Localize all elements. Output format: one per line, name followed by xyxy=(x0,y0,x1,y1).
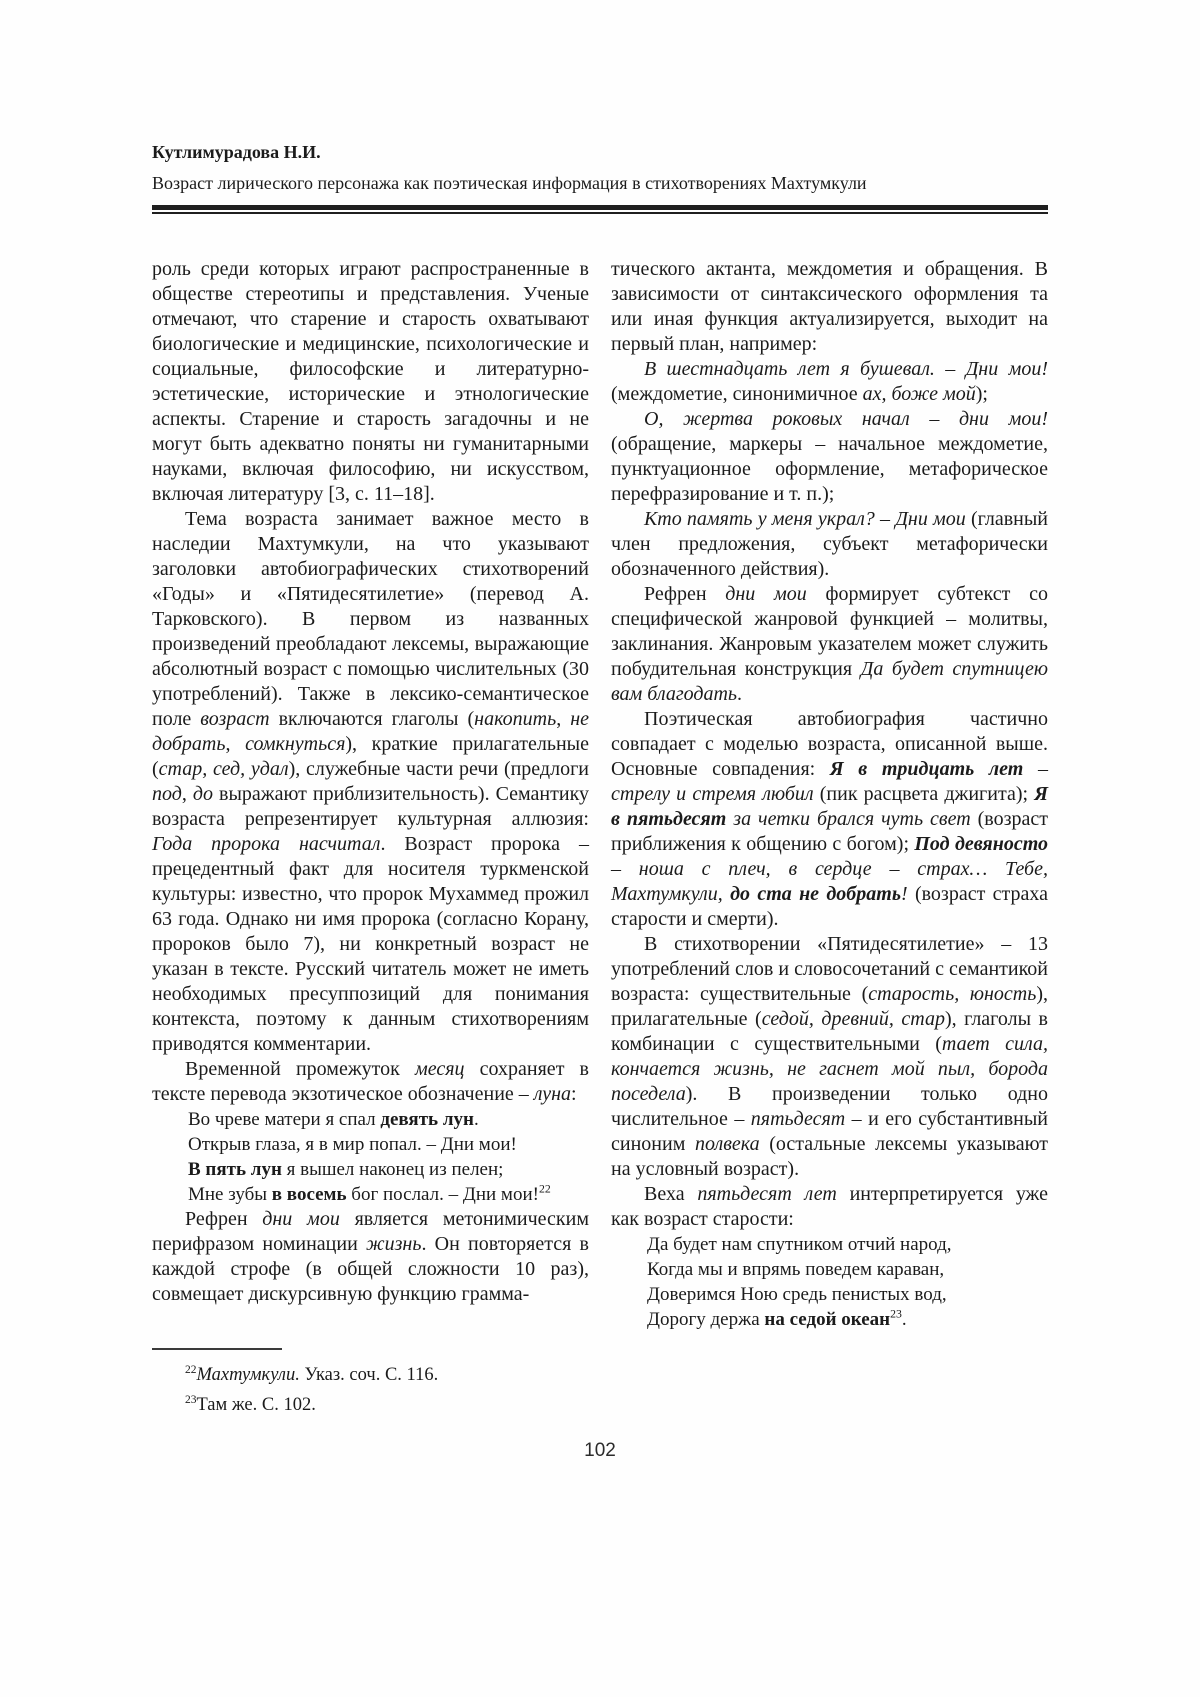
paragraph-memory xyxy=(611,507,1048,582)
text-segment: выражают приблизительность). Семантику возраста репрезентирует культурная аллюзия: xyxy=(152,783,590,830)
paragraph-refrain-metonymic xyxy=(152,1207,589,1307)
article-title: Возраст лирического персонажа как поэтическая информация в стихотворениях Махтумкули xyxy=(152,172,867,193)
text-segment: сомкнуться xyxy=(245,733,346,755)
text-segment: – и его субстантивный синоним xyxy=(611,1108,1049,1155)
paragraph-autobiography xyxy=(611,707,1048,932)
text-segment: бог послал. – Дни мои! xyxy=(346,1184,539,1205)
text-segment: Да будет нам спутником отчий народ, xyxy=(647,1234,952,1255)
verse-line xyxy=(647,1307,1048,1332)
text-segment: (обращение, маркеры – начальное междометие, пунктуационное оформление, метафорическое перефразирование и т. п.); xyxy=(611,433,1048,505)
text-segment: Во чреве матери я спал xyxy=(188,1109,381,1130)
text-segment: . xyxy=(737,683,743,705)
text-segment: тического актанта, междометия и обращения. В зависимости от синтаксического оформления та или иная функция актуализируется, выходит на первый план, например: xyxy=(611,258,1048,355)
text-segment: Я в пятьдесят xyxy=(611,783,1048,830)
text-segment: сохраняет в тексте перевода экзотическое обозначение – xyxy=(152,1058,589,1105)
text-segment: О, жертва роковых начал – дни мои! xyxy=(644,408,1048,430)
text-segment: пятьдесят xyxy=(750,1108,846,1130)
text-segment: Там же. С. 102. xyxy=(196,1395,316,1415)
text-segment: в восемь xyxy=(271,1184,347,1205)
text-segment: (междометие, синонимичное xyxy=(611,383,863,405)
text-segment: тает сила, кончается жизнь, не гаснет мой пыл, борода поседела xyxy=(611,1033,1048,1105)
text-segment: ); xyxy=(975,383,988,405)
text-segment: . Возраст пророка – прецедентный факт для носителя туркменской культуры: известно, что пророк Мухаммед прожил 63 года. Однако ни имя пророка (согласно Корану, пророков было 7), ни конкретный возраст не указан в тексте. Русский читатель может не иметь необходимых пресуппозиций для понимания контекста, поэтому к данным стихотворениям приводятся комментарии. xyxy=(152,833,589,1055)
text-segment: за четки брался чуть свет xyxy=(726,808,971,830)
text-segment: Дорогу держа xyxy=(647,1309,765,1330)
text-segment: (остальные лексемы указывают на условный возраст). xyxy=(611,1133,1048,1180)
text-segment: ). В произведении только одно числительное – xyxy=(611,1083,1048,1130)
text-segment: . xyxy=(901,1309,907,1330)
text-segment: Тема возраста занимает важное место в наследии Махтумкули, на что указывают заголовки автобиографических стихотворений «Годы» и «Пятидесятилетие» (перевод А. Тарковского). В первом из названных произведений преобладают лексемы, выражающие абсолютный возраст с помощью числительных (30 употреблений). Также в лексико-семантическое поле xyxy=(152,508,589,730)
text-segment: полвека xyxy=(694,1133,760,1155)
text-segment: , xyxy=(556,708,571,730)
text-segment: до xyxy=(192,783,213,805)
author-name: Кутлимурадова Н.И. xyxy=(152,142,321,162)
text-segment: возраст xyxy=(200,708,270,730)
paragraph-age-theme xyxy=(152,507,589,1057)
paragraph-victim xyxy=(611,407,1048,507)
text-segment: Указ. соч. С. 116. xyxy=(299,1365,439,1385)
verse-caravan xyxy=(647,1232,1048,1332)
text-segment: В пять лун xyxy=(188,1159,282,1180)
footnote-marker: 23 xyxy=(890,1307,902,1321)
text-segment: стар, сед, удал xyxy=(158,758,289,780)
text-segment: , xyxy=(181,783,193,805)
text-segment: (возраст страха старости и смерти). xyxy=(611,883,1048,930)
text-segment: седой, древний, стар xyxy=(761,1008,945,1030)
text-segment: Кто память у меня украл? – Дни мои xyxy=(644,508,966,530)
text-segment: интерпретируется уже как возраст старости: xyxy=(611,1183,1048,1230)
text-segment: Поэтическая автобиография частично совпадает с моделью возраста, описанной выше. Основные совпадения: xyxy=(611,708,1048,780)
text-segment: Когда мы и впрямь поведем караван, xyxy=(647,1259,945,1280)
verse-line xyxy=(647,1257,1048,1282)
text-segment: жизнь xyxy=(366,1233,422,1255)
paragraph-actant xyxy=(611,257,1048,357)
text-segment: я вышел наконец из пелен; xyxy=(281,1159,504,1180)
text-segment: Рефрен xyxy=(185,1208,263,1230)
page-number: 102 xyxy=(584,1440,616,1461)
paragraph-fiftieth xyxy=(611,932,1048,1182)
footnote-marker: 22 xyxy=(538,1182,551,1196)
text-segment: не добрать xyxy=(152,708,590,755)
text-segment: (возраст приближения к общению с богом); xyxy=(611,808,1048,855)
text-segment: . xyxy=(473,1109,479,1130)
paragraph-milestone xyxy=(611,1182,1048,1232)
text-segment: , xyxy=(225,733,246,755)
text-segment: – ноша с плеч, в сердце – страх… Тебе, Махтумкули, xyxy=(611,858,1048,905)
right-column xyxy=(611,257,1048,1332)
footnote-separator xyxy=(152,1348,282,1350)
verse-line xyxy=(188,1157,589,1182)
text-segment: Да будет спутницею вам благодать xyxy=(611,658,1048,705)
text-segment: . Он повторяется в каждой строфе (в общей сложности 10 раз), совмещает дискурсивную функцию грамма- xyxy=(152,1233,589,1305)
verse-line xyxy=(188,1132,589,1157)
text-segment: Под девяносто xyxy=(914,833,1048,855)
footnotes xyxy=(152,1348,589,1420)
text-segment: до ста не добрать xyxy=(730,883,901,905)
text-segment: ! xyxy=(900,883,908,905)
verse-line xyxy=(188,1182,589,1207)
text-segment: формирует субтекст со специфической жанровой функцией – молитвы, заклинания. Жанровым указателем может служить побудительная конструкция xyxy=(611,583,1048,680)
paragraph-refrain-subtext xyxy=(611,582,1048,707)
verse-line xyxy=(647,1282,1048,1307)
text-segment: В стихотворении «Пятидесятилетие» – 13 употреблений слов и словосочетаний с семантикой возраста: существительные ( xyxy=(611,933,1048,1005)
footnote-23 xyxy=(152,1390,589,1420)
text-segment: Я в тридцать лет xyxy=(829,758,1024,780)
text-segment: под xyxy=(152,783,182,805)
text-segment: Года пророка насчитал xyxy=(152,833,381,855)
paragraph-month-moon xyxy=(152,1057,589,1107)
text-segment: ), служебные части речи (предлоги xyxy=(288,758,589,780)
text-segment: месяц xyxy=(414,1058,465,1080)
text-segment: ), глаголы в комбинации с существительными ( xyxy=(611,1008,1048,1055)
text-segment: Веха xyxy=(644,1183,698,1205)
footnote-list xyxy=(152,1360,589,1420)
text-segment: ах, боже мой xyxy=(862,383,976,405)
footnote-marker: 22 xyxy=(185,1363,197,1376)
text-segment: на седой океан xyxy=(764,1309,891,1330)
text-segment: является метонимическим перифразом номинации xyxy=(152,1208,589,1255)
text-segment: луна xyxy=(533,1083,572,1105)
text-segment: Мне зубы xyxy=(188,1184,272,1205)
paragraph-sixteen-years xyxy=(611,357,1048,407)
verse-nine-moons xyxy=(188,1107,589,1207)
text-segment: дни мои xyxy=(262,1208,340,1230)
footnote-marker: 23 xyxy=(185,1393,197,1406)
text-segment: роль среди которых играют распространенные в обществе стереотипы и представления. Ученые отмечают, что старение и старость охватывают биологические и медицинские, психологические и социальные, философские и литературно-эстетические, исторические и этнологические аспекты. Старение и старость загадочны и не могут быть адекватно поняты ни гуманитарными науками, включая философию, ни искусством, включая литературу [3, с. 11–18]. xyxy=(152,258,589,505)
text-segment: Махтумкули. xyxy=(196,1365,300,1385)
text-segment: – стрелу и стремя любил xyxy=(611,758,1048,805)
verse-line xyxy=(647,1232,1048,1257)
left-column xyxy=(152,257,589,1307)
text-segment: ), краткие прилагательные ( xyxy=(152,733,589,780)
text-segment: Доверимся Ною средь пенистых вод, xyxy=(647,1284,947,1305)
footnote-22 xyxy=(152,1360,589,1390)
page-header xyxy=(152,142,1048,214)
text-segment: девять лун xyxy=(380,1109,474,1130)
text-segment: : xyxy=(571,1083,577,1105)
text-segment: ), прилагательные ( xyxy=(611,983,1048,1030)
text-segment: Рефрен xyxy=(644,583,726,605)
text-segment: накопить xyxy=(474,708,557,730)
verse-line xyxy=(188,1107,589,1132)
text-segment: Открыв глаза, я в мир попал. – Дни мои! xyxy=(188,1134,517,1155)
paragraph-stereotypes xyxy=(152,257,589,507)
text-segment: включаются глаголы ( xyxy=(269,708,475,730)
text-segment: старость, юность xyxy=(868,983,1037,1005)
text-segment: В шестнадцать лет я бушевал. – Дни мои! xyxy=(644,358,1048,380)
text-segment: Временной промежуток xyxy=(185,1058,415,1080)
text-segment: пятьдесят лет xyxy=(697,1183,837,1205)
text-segment: (пик расцвета джигита); xyxy=(813,783,1035,805)
text-segment: (главный член предложения, субъект метафорически обозначенного действия). xyxy=(611,508,1048,580)
header-divider xyxy=(152,205,1048,214)
text-segment: дни мои xyxy=(725,583,807,605)
